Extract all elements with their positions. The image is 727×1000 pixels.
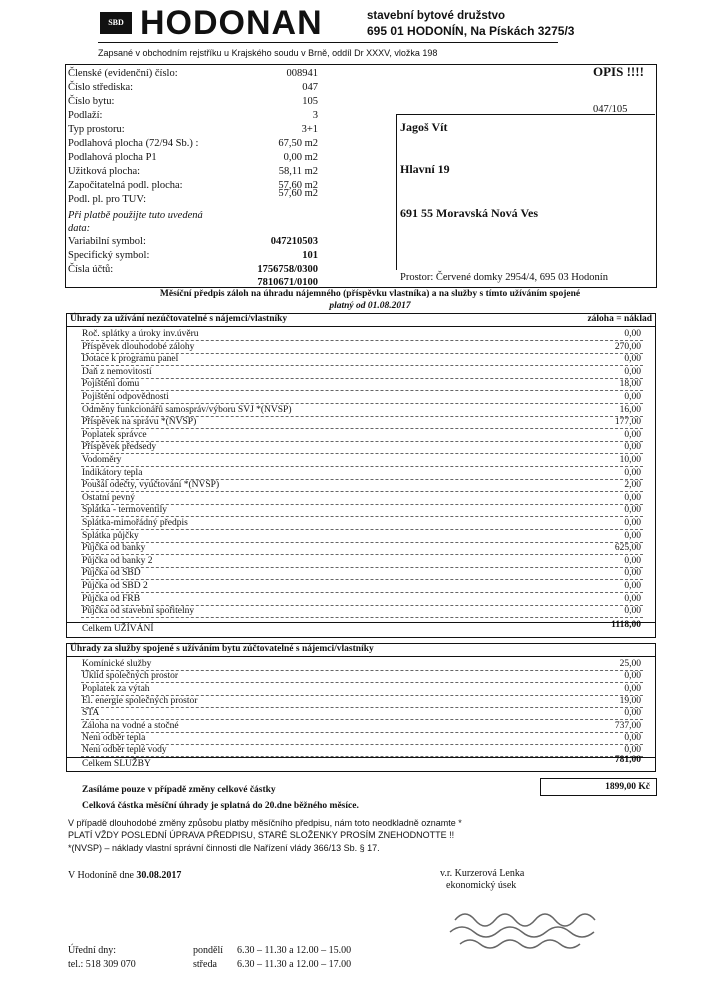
- stamp-stroke: [450, 927, 594, 937]
- field-value: 3: [312, 110, 318, 121]
- table-row: [67, 606, 655, 618]
- day-1: pondělí: [193, 945, 223, 956]
- table-row: [67, 505, 655, 517]
- prescription-valid-from: platný od 01.08.2017: [329, 301, 411, 311]
- logo-mark: SBD: [100, 12, 132, 34]
- row-amount: 0,00: [624, 606, 641, 617]
- row-label: Pojištění odpovědnosti: [82, 392, 169, 402]
- row-label: Poplatek za výtah: [82, 683, 150, 694]
- row-amount: 177,00: [614, 417, 641, 428]
- field-value: 58,11 m2: [278, 166, 318, 177]
- stamp-stroke: [455, 914, 595, 926]
- row-dotted-line: [81, 617, 643, 618]
- field-label: Podlahová plocha P1: [68, 152, 157, 163]
- row-label: Není odběr teplé vody: [82, 745, 167, 756]
- table-row: [67, 342, 655, 354]
- payment-note-1: Při platbě použijte tuto uvedená: [68, 210, 203, 221]
- row-amount: 0,00: [624, 442, 641, 453]
- account-1: 1756758/0300: [257, 264, 318, 275]
- table-row: [67, 518, 655, 530]
- row-amount: 0,00: [624, 505, 641, 516]
- department: ekonomický úsek: [446, 880, 517, 891]
- logo-text: HODONAN: [140, 4, 323, 42]
- table-row: [67, 581, 655, 593]
- recipient-city: 691 55 Moravská Nová Ves: [400, 206, 539, 220]
- row-amount: 0,00: [624, 492, 641, 503]
- table-row: [67, 417, 655, 429]
- row-amount: 0,00: [624, 708, 641, 719]
- row-amount: 18,00: [619, 379, 641, 390]
- day-2: středa: [193, 959, 217, 970]
- row-amount: 25,00: [619, 659, 641, 669]
- services-total-label: Celkem SLUŽBY: [82, 759, 151, 769]
- table-row: [67, 430, 655, 442]
- row-label: Dotace k programu panel: [82, 354, 179, 365]
- row-label: Půjčka od FRB: [82, 593, 141, 604]
- services-table-header: Úhrady za služby spojené s užíváním bytu zúčtovatelné s nájemci/vlastníky: [70, 644, 374, 654]
- field-label: Číslo střediska:: [68, 82, 134, 93]
- variable-symbol: 047210503: [270, 236, 318, 247]
- row-label: Roč. splátky a úroky inv.úvěru: [82, 329, 199, 339]
- coop-address: 695 01 HODONÍN, Na Pískách 3275/3: [367, 24, 575, 38]
- prescription-title: Měsíční předpis záloh na úhradu nájemného (příspěvku vlastníka) a na služby s tímto užíváním spojené: [159, 289, 581, 299]
- table-header-rule: [67, 656, 655, 657]
- row-amount: 19,00: [619, 695, 641, 706]
- row-label: Záloha na vodné a stočné: [82, 720, 179, 731]
- usage-total-label: Celkem UŽÍVÁNÍ: [82, 624, 154, 634]
- row-label: Příspěvek na správu *(NVSP): [82, 417, 197, 428]
- usage-table-header: Úhrady za užívání nezúčtovatelné s nájemci/vlastníky: [70, 314, 288, 324]
- row-label: Odměny funkcionářů samospráv/výboru SVJ *(NVSP): [82, 404, 292, 415]
- table-row: [67, 354, 655, 366]
- hours-label: Úřední dny:: [68, 945, 117, 956]
- row-label: Půjčka od SBD: [82, 568, 141, 579]
- row-amount: 0,00: [624, 518, 641, 528]
- row-amount: 16,00: [619, 404, 641, 415]
- table-row: [67, 480, 655, 492]
- services-table: [66, 643, 656, 772]
- table-row: [67, 696, 655, 708]
- field-label: Číslo bytu:: [68, 96, 115, 107]
- table-row: [67, 659, 655, 671]
- row-label: Komínické služby: [82, 659, 152, 669]
- coop-name: stavební bytové družstvo: [367, 10, 506, 22]
- row-amount: 625,00: [614, 543, 641, 554]
- row-amount: 0,00: [624, 745, 641, 756]
- table-row: [67, 493, 655, 505]
- specific-symbol: 101: [302, 250, 318, 261]
- field-value: 3+1: [301, 124, 318, 135]
- table-row: [67, 568, 655, 580]
- premises: Prostor: Červené domky 2954/4, 695 03 Hodonín: [400, 272, 608, 283]
- row-label: Indikátory tepla: [82, 467, 143, 478]
- usage-table-col-header: záloha = náklad: [587, 314, 652, 324]
- row-amount: 0,00: [624, 732, 641, 743]
- accounts-label: Čísla účtů:: [68, 264, 114, 275]
- note-2: PLATÍ VŽDY POSLEDNÍ ÚPRAVA PŘEDPISU, STARÉ SLOŽENKY PROSÍM ZNEHODNOTTE !!: [68, 830, 455, 840]
- table-row: [67, 367, 655, 379]
- row-label: Poplatek správce: [82, 429, 147, 440]
- grand-total-value: 1899,00 Kč: [605, 782, 650, 792]
- row-label: Vodoměry: [82, 455, 122, 465]
- field-value: 57,60 m2: [278, 188, 318, 199]
- table-row: [67, 543, 655, 555]
- row-label: Příspěvek dlouhodobé zálohy: [82, 341, 195, 352]
- field-label: Užitková plocha:: [68, 166, 141, 177]
- row-label: Pojištění domu: [82, 379, 140, 390]
- row-amount: 0,00: [624, 354, 641, 365]
- note-3: *(NVSP) – náklady vlastní správní činnosti dle Nařízení vlády 366/13 Sb. § 17.: [68, 843, 380, 853]
- row-label: STA: [82, 708, 100, 719]
- place-prefix: V Hodoníně dne: [68, 870, 134, 881]
- field-value: 047: [302, 82, 318, 93]
- row-amount: 0,00: [624, 555, 641, 566]
- row-amount: 0,00: [624, 429, 641, 440]
- row-amount: 0,00: [624, 593, 641, 604]
- row-amount: 0,00: [624, 366, 641, 377]
- hours-1: 6.30 – 11.30 a 12.00 – 15.00: [237, 945, 352, 956]
- table-row: [67, 392, 655, 404]
- issue-date: 30.08.2017: [136, 870, 182, 881]
- account-2: 7810671/0100: [257, 277, 318, 288]
- table-row: [67, 329, 655, 341]
- table-total-rule: [67, 622, 655, 623]
- field-label: Podlaží:: [68, 110, 103, 121]
- table-row: [67, 721, 655, 733]
- field-label: Podl. pl. pro TUV:: [68, 194, 147, 205]
- recipient-name: Jagoš Vít: [400, 120, 448, 134]
- field-value: 008941: [286, 68, 318, 79]
- row-amount: 0,00: [624, 581, 641, 591]
- address-box: [396, 114, 655, 270]
- table-row: [67, 379, 655, 391]
- row-amount: 0,00: [624, 467, 641, 478]
- header-divider: [98, 42, 558, 43]
- signature-stamp: [440, 900, 610, 955]
- row-amount: 270,00: [614, 341, 641, 352]
- row-label: Poušál odečty, vyúčtování *(NVSP): [82, 480, 220, 491]
- field-label: Podlahová plocha (72/94 Sb.) :: [68, 138, 199, 149]
- row-label: Půjčka od banky 2: [82, 555, 153, 566]
- row-label: Splátka-mimořádný předpis: [82, 518, 188, 528]
- notice-line: Zasíláme pouze v případě změny celkové částky: [82, 785, 276, 795]
- field-label: Typ prostoru:: [68, 124, 125, 135]
- table-row: [67, 442, 655, 454]
- row-label: Úklid společných prostor: [82, 671, 179, 682]
- services-total: 781,00: [614, 755, 641, 765]
- grand-total: [540, 778, 657, 796]
- table-row: [67, 594, 655, 606]
- field-value: 57,60 m2: [278, 180, 318, 191]
- table-row: [67, 745, 655, 757]
- due-line: Celková částka měsíční úhrady je splatná do 20.dne běžného měsíce.: [82, 801, 359, 811]
- row-amount: 0,00: [624, 568, 641, 579]
- row-label: Příspěvek předsedy: [82, 442, 157, 453]
- table-row: [67, 405, 655, 417]
- row-amount: 737,00: [614, 720, 641, 731]
- row-amount: 0,00: [624, 683, 641, 694]
- table-row: [67, 455, 655, 467]
- table-row: [67, 556, 655, 568]
- hours-2: 6.30 – 11.30 a 12.00 – 17.00: [237, 959, 352, 970]
- table-row: [67, 684, 655, 696]
- row-label: Ostatní pevný: [82, 492, 136, 503]
- row-amount: 0,00: [624, 392, 641, 402]
- note-1: V případě dlouhodobé změny způsobu platby měsíčního předpisu, nám toto neodkladně oznamte *: [68, 818, 462, 828]
- usage-total: 1118,00: [611, 620, 641, 630]
- row-label: El. energie společných prostor: [82, 695, 198, 706]
- usage-table: [66, 313, 656, 638]
- variable-symbol-label: Variabilní symbol:: [68, 236, 146, 247]
- row-label: Půjčka od banky: [82, 543, 146, 554]
- payment-note-2: data:: [68, 223, 91, 234]
- table-row: [67, 671, 655, 683]
- table-total-rule: [67, 757, 655, 758]
- row-amount: 2,00: [624, 480, 641, 491]
- row-label: Daň z nemovitostí: [82, 366, 152, 377]
- row-amount: 0,00: [624, 671, 641, 682]
- table-header-rule: [67, 326, 655, 327]
- table-row: [67, 531, 655, 543]
- recipient-street: Hlavní 19: [400, 162, 450, 176]
- stamp-stroke: [460, 940, 580, 948]
- place-date: [68, 870, 181, 881]
- row-amount: 10,00: [619, 455, 641, 465]
- copy-stamp: OPIS !!!!: [593, 64, 644, 79]
- registration-line: Zapsané v obchodním rejstříku u Krajského soudu v Brně, oddíl Dr XXXV, vložka 198: [98, 48, 438, 58]
- row-label: Půjčka od stavební spořitelny: [82, 606, 195, 617]
- field-label: Započitatelná podl. plocha:: [68, 180, 183, 191]
- table-row: [67, 708, 655, 720]
- specific-symbol-label: Specifický symbol:: [68, 250, 150, 261]
- signatory: v.r. Kurzerová Lenka: [440, 868, 525, 879]
- field-label: Členské (evidenční) číslo:: [68, 68, 178, 79]
- row-amount: 0,00: [624, 329, 641, 339]
- table-row: [67, 468, 655, 480]
- row-label: Splátka půjčky: [82, 530, 139, 541]
- row-label: Půjčka od SBD 2: [82, 581, 148, 591]
- table-row: [67, 733, 655, 745]
- phone: tel.: 518 309 070: [68, 959, 136, 970]
- row-amount: 0,00: [624, 530, 641, 541]
- reference-number: 047/105: [593, 104, 628, 115]
- row-label: Není odběr tepla: [82, 732, 146, 743]
- field-value: 105: [302, 96, 318, 107]
- field-value: 0,00 m2: [283, 152, 318, 163]
- field-value: 67,50 m2: [278, 138, 318, 149]
- row-label: Splátka - termoventily: [82, 505, 167, 516]
